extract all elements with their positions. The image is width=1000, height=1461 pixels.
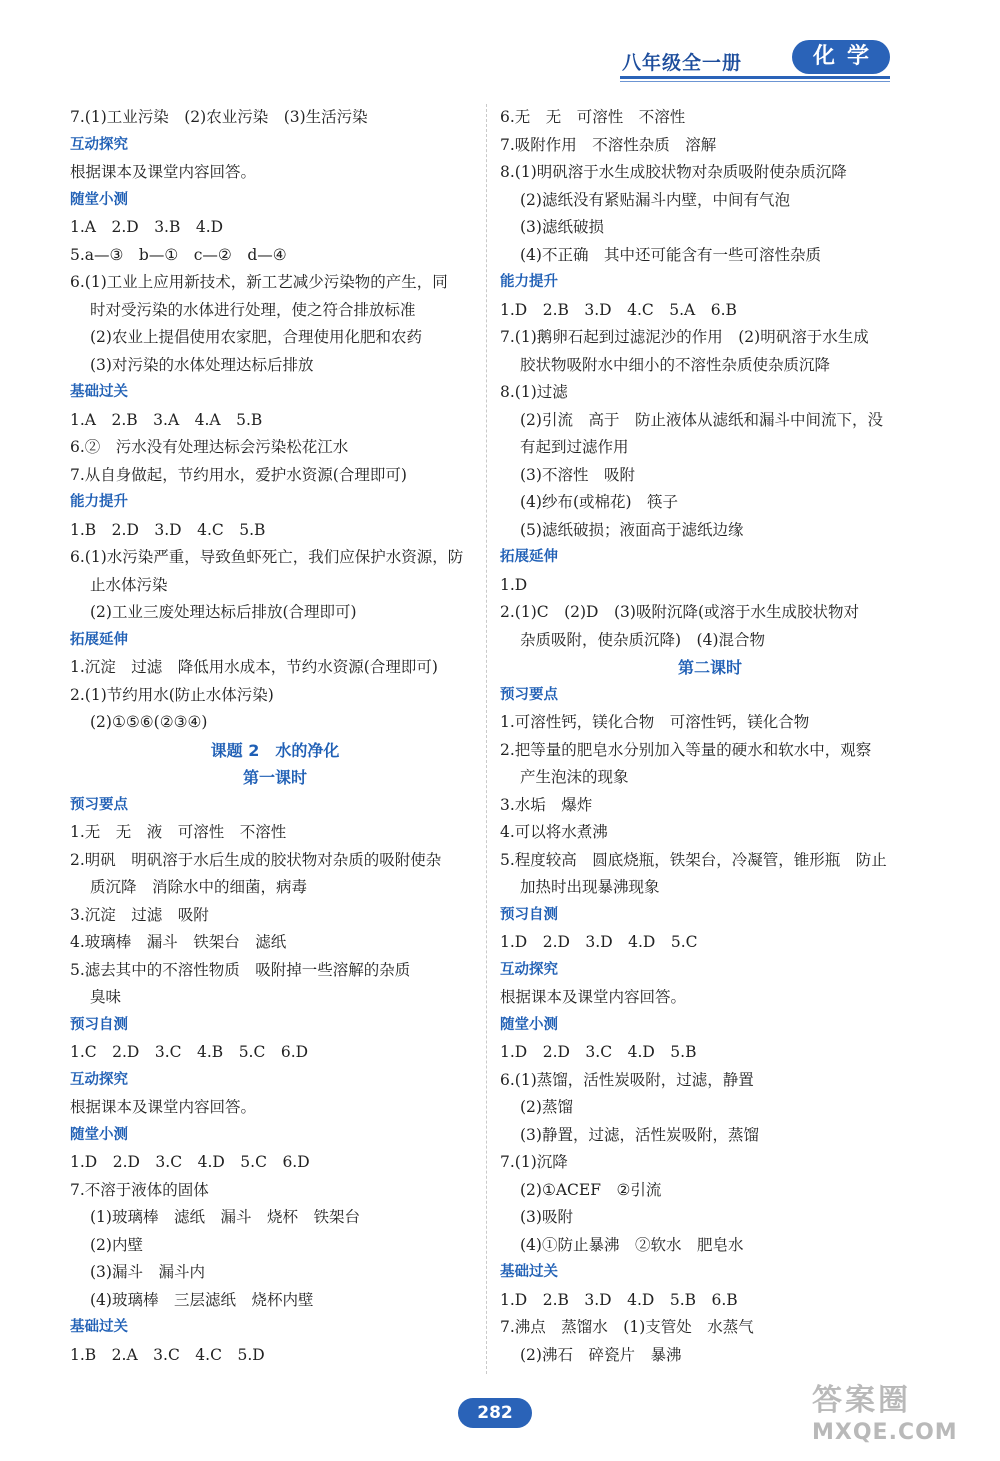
- answer-line: (2)内壁: [90, 1235, 143, 1254]
- answer-line: 2.把等量的肥皂水分别加入等量的硬水和软水中，观察: [500, 740, 872, 759]
- answer-line: 1.D 2.B 3.D 4.D 5.B 6.B: [500, 1290, 738, 1309]
- answer-line: (2)沸石 碎瓷片 暴沸: [520, 1345, 682, 1364]
- answer-line: 1.无 无 液 可溶性 不溶性: [70, 823, 287, 841]
- answer-line: 1.D 2.D 3.C 4.D 5.C 6.D: [70, 1153, 310, 1171]
- section-heading: 互动探究: [70, 136, 128, 153]
- answer-line: 8.(1)过滤: [500, 383, 568, 401]
- answer-line: 止水体污染: [90, 575, 168, 594]
- answer-line: 5.滤去其中的不溶性物质 吸附掉一些溶解的杂质: [70, 960, 411, 979]
- section-heading: 随堂小测: [70, 1126, 128, 1143]
- section-heading: 基础过关: [500, 1264, 558, 1280]
- watermark: [812, 1382, 992, 1456]
- answer-line: 1.D 2.B 3.D 4.C 5.A 6.B: [500, 300, 737, 319]
- subject-badge: 化学: [792, 40, 890, 74]
- answer-line: 6.(1)水污染严重，导致鱼虾死亡，我们应保护水资源，防: [70, 548, 464, 566]
- answer-line: 1.D 2.D 3.C 4.D 5.B: [500, 1043, 697, 1061]
- answer-line: 2.(1)节约用水(防止水体污染): [70, 685, 274, 704]
- answer-line: (2)蒸馏: [520, 1098, 573, 1116]
- section-heading: 拓展延伸: [500, 549, 558, 565]
- answer-line: 6.无 无 可溶性 不溶性: [500, 108, 686, 126]
- column-divider: [486, 104, 487, 1374]
- answer-line: 7.从自身做起，节约用水，爱护水资源(合理即可): [70, 465, 407, 484]
- section-heading: 随堂小测: [500, 1016, 558, 1033]
- answer-line: 3.沉淀 过滤 吸附: [70, 905, 209, 924]
- section-heading: 预习要点: [70, 796, 128, 813]
- answer-line: 1.A 2.D 3.B 4.D: [70, 218, 224, 236]
- answer-line: (1)玻璃棒 滤纸 漏斗 烧杯 铁架台: [90, 1208, 360, 1226]
- section-heading: 互动探究: [500, 961, 558, 978]
- answer-line: (4)纱布(或棉花) 筷子: [520, 493, 679, 511]
- answer-line: 3.水垢 爆炸: [500, 795, 593, 814]
- answer-line: (3)对污染的水体处理达标后排放: [90, 355, 314, 374]
- answer-line: 1.可溶性钙，镁化合物 可溶性钙，镁化合物: [500, 713, 810, 731]
- answer-line: 7.沸点 蒸馏水 (1)支管处 水蒸气: [500, 1318, 754, 1336]
- answer-line: 1.B 2.D 3.D 4.C 5.B: [70, 520, 266, 539]
- answer-line: (2)工业三废处理达标后排放(合理即可): [90, 603, 357, 621]
- answer-line: 胶状物吸附水中细小的不溶性杂质使杂质沉降: [520, 355, 831, 374]
- answer-line: (2)滤纸没有紧贴漏斗内壁，中间有气泡: [520, 190, 790, 209]
- section-heading: 能力提升: [500, 274, 558, 290]
- watermark-cn: 答案圈: [812, 1383, 911, 1418]
- right-column: [500, 104, 920, 1369]
- answer-line: 8.(1)明矾溶于水生成胶状物对杂质吸附使杂质沉降: [500, 163, 847, 181]
- answer-line: 根据课本及课堂内容回答。: [500, 988, 687, 1006]
- answer-line: (4)①防止暴沸 ②软水 肥皂水: [520, 1235, 744, 1254]
- answer-line: 1.D 2.D 3.D 4.D 5.C: [500, 933, 698, 951]
- header-rule: [620, 76, 890, 79]
- answer-line: (4)玻璃棒 三层滤纸 烧杯内壁: [90, 1290, 314, 1309]
- section-heading: 随堂小测: [70, 191, 128, 208]
- answer-line: 1.C 2.D 3.C 4.B 5.C 6.D: [70, 1043, 309, 1061]
- lesson-title: 第二课时: [677, 658, 742, 677]
- section-heading: 能力提升: [70, 494, 128, 510]
- answer-line: 7.不溶于液体的固体: [70, 1180, 209, 1199]
- answer-line: 质沉降 消除水中的细菌，病毒: [90, 878, 308, 896]
- lesson-title: 课题 2 水的净化: [210, 740, 340, 760]
- answer-line: (3)静置，过滤，活性炭吸附，蒸馏: [520, 1125, 759, 1144]
- answer-line: (2)引流 高于 防止液体从滤纸和漏斗中间流下，没: [520, 410, 883, 429]
- lesson-title: 第一课时: [242, 768, 307, 787]
- answer-line: (3)滤纸破损: [520, 218, 604, 236]
- grade-label: 八年级全一册: [622, 52, 743, 74]
- answer-line: 5.程度较高 圆底烧瓶，铁架台，冷凝管，锥形瓶 防止: [500, 850, 887, 869]
- answer-line: 1.A 2.B 3.A 4.A 5.B: [70, 410, 263, 429]
- answer-line: 7.(1)工业污染 (2)农业污染 (3)生活污染: [70, 108, 368, 126]
- section-heading: 基础过关: [70, 384, 128, 400]
- answer-line: 杂质吸附，使杂质沉降) (4)混合物: [520, 630, 766, 649]
- answer-line: 产生泡沫的现象: [520, 768, 629, 786]
- answer-line: 1.B 2.A 3.C 4.C 5.D: [70, 1345, 265, 1364]
- section-heading: 预习自测: [70, 1016, 128, 1033]
- section-heading: 预习自测: [500, 906, 558, 923]
- watermark-en: MXQE.COM: [812, 1420, 958, 1445]
- section-heading: 预习要点: [500, 686, 558, 703]
- answer-line: (2)①ACEF ②引流: [520, 1180, 662, 1199]
- answer-line: 6.(1)工业上应用新技术，新工艺减少污染物的产生，同: [70, 273, 448, 291]
- answer-line: 2.(1)C (2)D (3)吸附沉降(或溶于水生成胶状物对: [500, 603, 859, 621]
- answer-line: 2.明矾 明矾溶于水后生成的胶状物对杂质的吸附使杂: [70, 850, 442, 869]
- header-rule-thin: [620, 81, 890, 82]
- answer-line: (5)滤纸破损；液面高于滤纸边缘: [520, 520, 744, 539]
- answer-line: 4.玻璃棒 漏斗 铁架台 滤纸: [70, 933, 287, 951]
- answer-line: 6.(1)蒸馏，活性炭吸附，过滤，静置: [500, 1070, 754, 1089]
- section-heading: 基础过关: [70, 1319, 128, 1335]
- answer-line: 有起到过滤作用: [520, 438, 629, 456]
- answer-line: (2)①⑤⑥(②③④): [90, 713, 208, 731]
- left-column: [70, 104, 480, 1369]
- page-header: [600, 38, 900, 82]
- answer-line: (4)不正确 其中还可能含有一些可溶性杂质: [520, 245, 821, 264]
- section-heading: 拓展延伸: [70, 631, 128, 648]
- answer-line: (3)不溶性 吸附: [520, 465, 635, 484]
- page-number: 282: [458, 1398, 532, 1428]
- answer-line: (3)吸附: [520, 1208, 573, 1226]
- section-heading: 互动探究: [70, 1071, 128, 1088]
- answer-line: 臭味: [90, 988, 122, 1006]
- answer-line: (2)农业上提倡使用农家肥，合理使用化肥和农药: [90, 328, 422, 346]
- answer-line: 5.a—③ b—① c—② d—④: [70, 245, 287, 264]
- answer-line: 7.吸附作用 不溶性杂质 溶解: [500, 135, 717, 154]
- answer-line: 1.沉淀 过滤 降低用水成本，节约水资源(合理即可): [70, 658, 438, 676]
- answer-line: 6.② 污水没有处理达标会污染松花江水: [70, 438, 349, 456]
- answer-line: 1.D: [500, 575, 528, 594]
- answer-line: 7.(1)鹅卵石起到过滤泥沙的作用 (2)明矾溶于水生成: [500, 328, 869, 346]
- answer-line: 时对受污染的水体进行处理，使之符合排放标准: [90, 300, 416, 319]
- answer-line: 4.可以将水煮沸: [500, 823, 608, 841]
- answer-line: 加热时出现暴沸现象: [520, 878, 660, 896]
- answer-line: 7.(1)沉降: [500, 1153, 568, 1171]
- answer-line: 根据课本及课堂内容回答。: [70, 163, 257, 181]
- answer-line: 根据课本及课堂内容回答。: [70, 1098, 257, 1116]
- answer-line: (3)漏斗 漏斗内: [90, 1263, 205, 1281]
